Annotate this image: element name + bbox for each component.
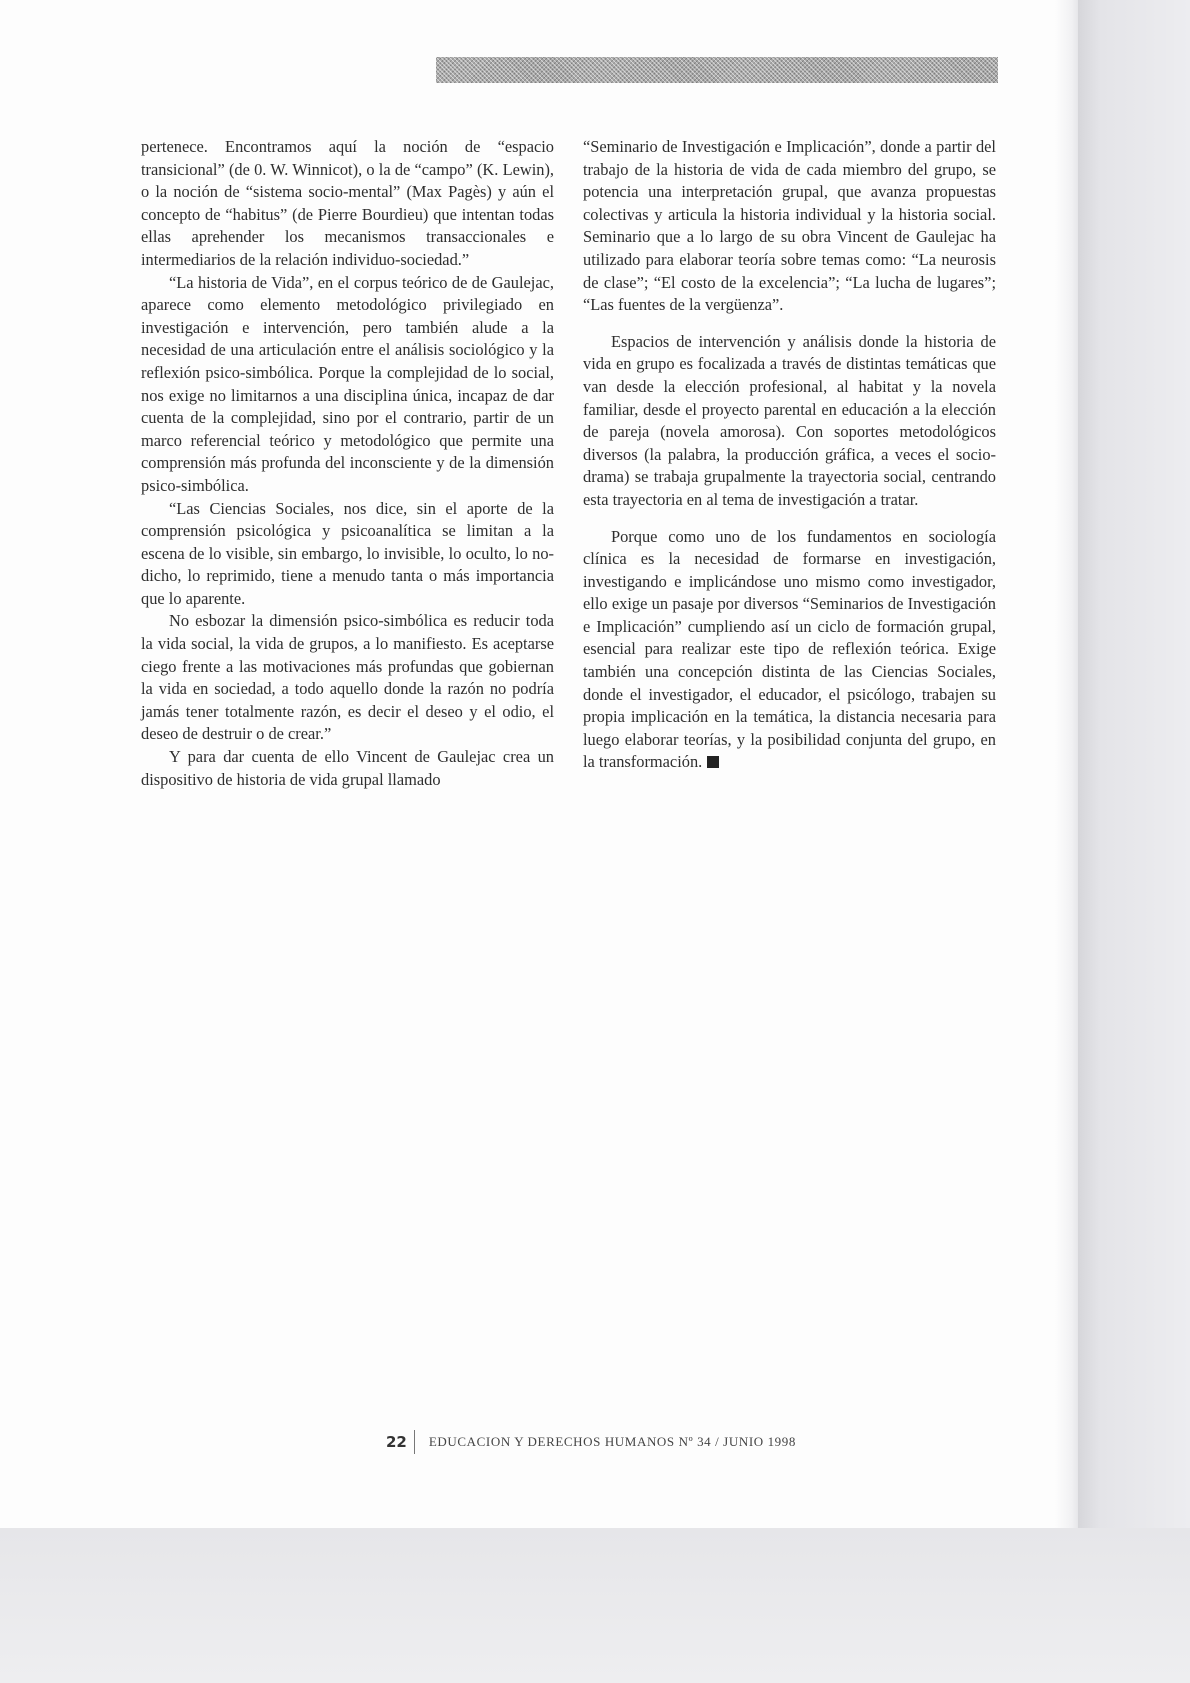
paragraph: “Las Ciencias Sociales, nos dice, sin el aporte de la comprensión psicológica y psicoanalítica se limitan a la escena de lo visible, sin embargo, lo invisible, lo oculto, lo no-dicho, lo reprimido, tiene a menudo tanta o más importancia que lo aparente. <box>141 498 554 608</box>
footer-divider <box>414 1430 415 1454</box>
page-number: 22 <box>386 1433 407 1451</box>
paragraph: Espacios de intervención y análisis donde la historia de vida en grupo es focalizada a través de distintas temáticas que van desde la elección profesional, al habitat y la novela familiar, desde el proyecto parental en educación a la elección de pareja (novela amorosa). Con soportes metodológicos diversos (la palabra, la producción gráfica, a veces el socio-drama) se trabaja grupalmente la trayectoria social, centrando esta trayectoria en al tema de investigación a tratar. <box>583 331 996 509</box>
paragraph <box>583 526 996 775</box>
right-text-column <box>583 136 996 774</box>
paragraph: “Seminario de Investigación e Implicación”, donde a partir del trabajo de la historia de vida de cada miembro del grupo, se potencia una interpretación grupal, que avanza propuestas colectivas y articula la historia individual y la historia social. Seminario que a lo largo de su obra Vincent de Gaulejac ha utilizado para elaborar teoría sobre temas como: “La neurosis de clase”; “El costo de la excelencia”; “La lucha de lugares”; “Las fuentes de la vergüenza”. <box>583 137 996 315</box>
scanner-bed-right <box>1078 0 1190 1540</box>
paragraph: “La historia de Vida”, en el corpus teórico de de Gaulejac, aparece como elemento metodológico privilegiado en investigación e intervención, pero también alude a la necesidad de una articulación entre el análisis sociológico y la reflexión psico-simbólica. Porque la complejidad de lo social, nos exige no limitarnos a una disciplina única, incapaz de dar cuenta de la complejidad, sino por el contrario, partir de un marco referencial teórico y metodológico que permite una comprensión más profunda del inconsciente y de la dimensión psico-simbólica. <box>141 272 554 495</box>
paragraph: Y para dar cuenta de ello Vincent de Gaulejac crea un dispositivo de historia de vida grupal llamado <box>141 747 554 789</box>
paragraph-text: Porque como uno de los fundamentos en sociología clínica es la necesidad de formarse en investigación, investigando e implicándose uno mismo como investigador, ello exige un pasaje por diversos “Seminarios de Investigación e Implicación” cumpliendo así un ciclo de formación grupal, esencial para realizar este tipo de reflexión teórica. Exige también una concepción distinta de las Ciencias Sociales, donde el investigador, el educador, el psicólogo, trabajen su propia implicación en la temática, la distancia necesaria para luego elaborar teorías, y la posibilidad conjunta del grupo, en la transformación. <box>583 526 996 772</box>
header-decorative-band <box>436 57 998 83</box>
end-of-article-square-icon <box>707 756 719 768</box>
scanner-bed-bottom <box>0 1528 1190 1683</box>
paragraph: pertenece. Encontramos aquí la noción de “espacio transicional” (de 0. W. Winnicot), o la de “campo” (K. Lewin), o la noción de “sistema socio-mental” (Max Pagès) y aún el concepto de “habitus” (de Pierre Bourdieu) que intentan todas ellas aprehender los mecanismos transaccionales e intermediarios de la relación individuo-sociedad.” <box>141 137 554 269</box>
left-text-column <box>141 136 554 791</box>
paragraph: No esbozar la dimensión psico-simbólica es reducir toda la vida social, la vida de grupos, a lo manifiesto. Es aceptarse ciego frente a las motivaciones más profundas que gobiernan la vida en sociedad, a todo aquello donde la razón no podría jamás tener totalmente razón, es decir el deseo y el odio, el deseo de destruir o de crear.” <box>141 611 554 744</box>
journal-citation: EDUCACION Y DERECHOS HUMANOS Nº 34 / JUNIO 1998 <box>428 1434 796 1449</box>
page-footer <box>386 1430 796 1454</box>
